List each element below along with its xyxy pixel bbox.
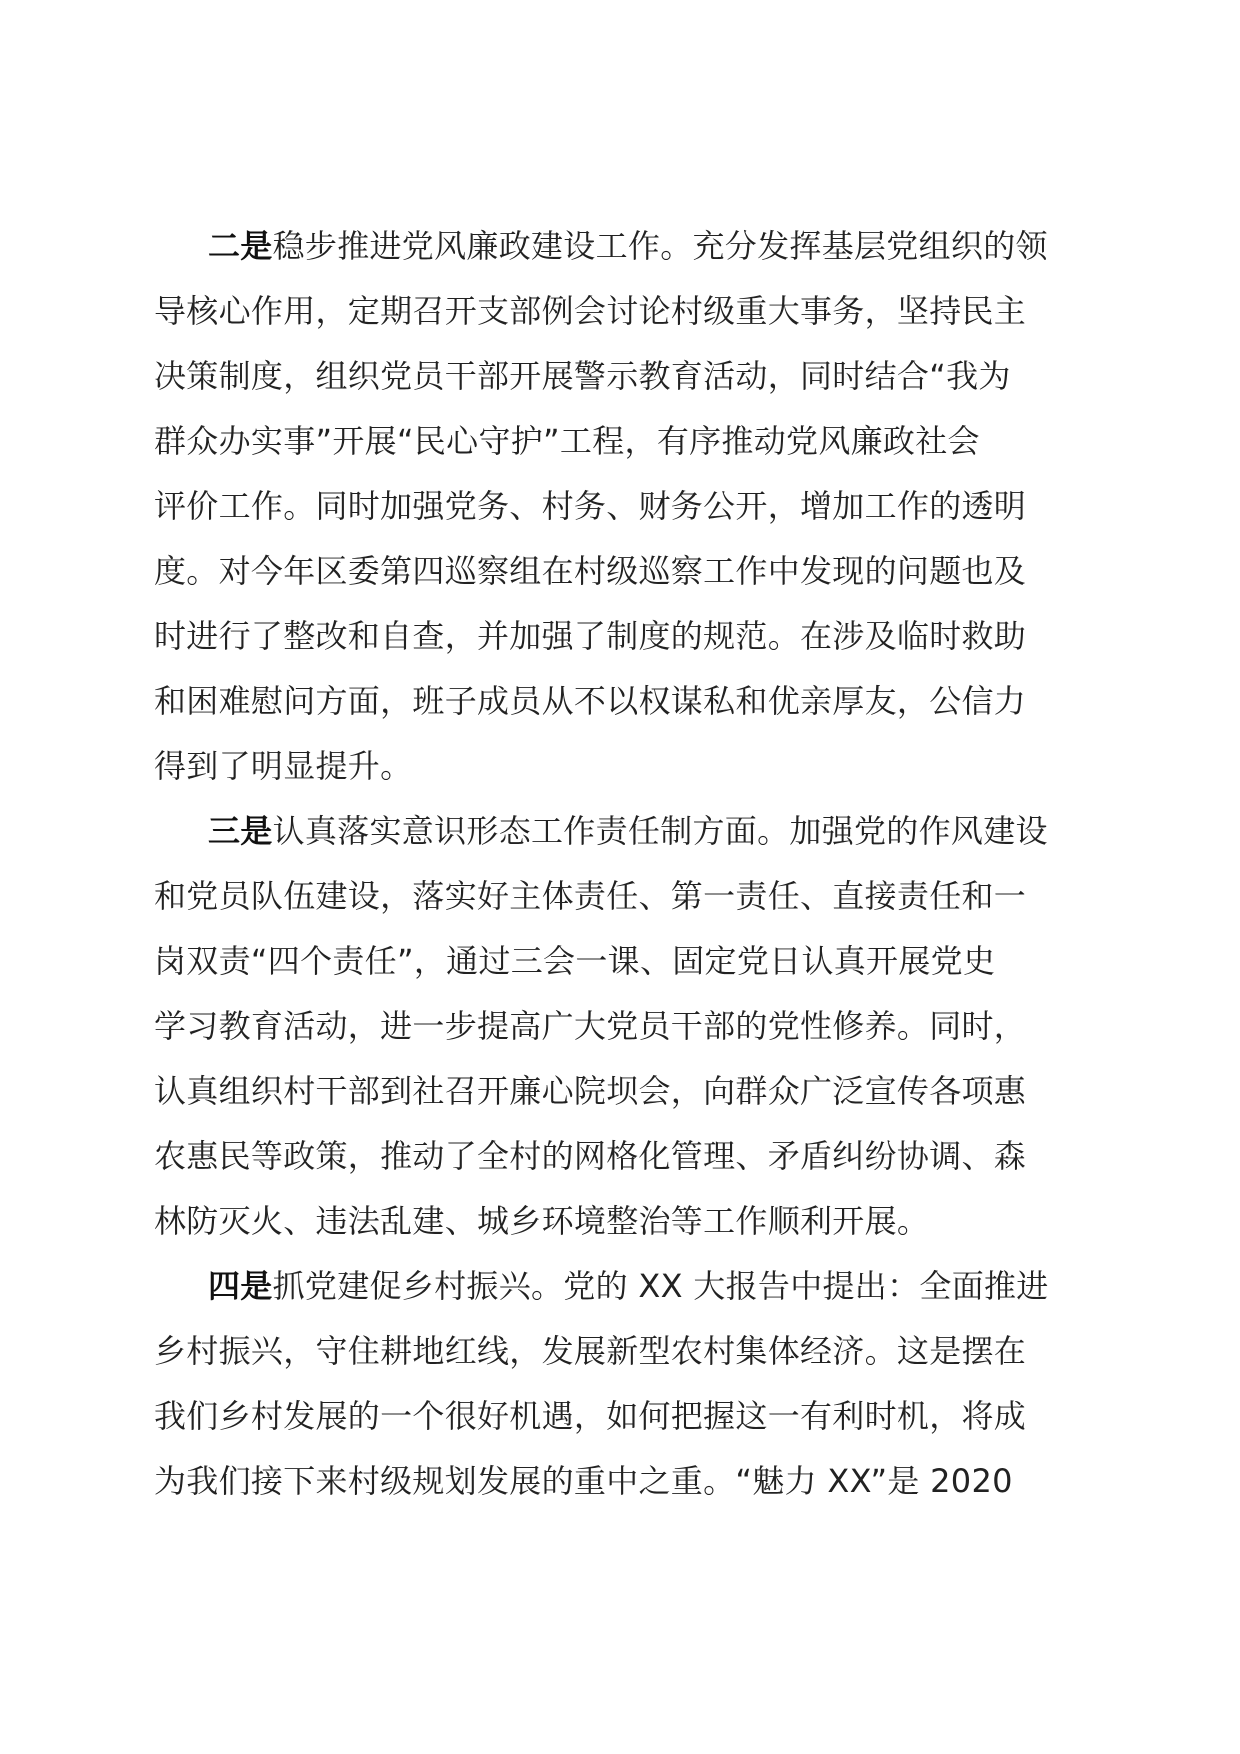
paragraph-3-line-3: 我们乡村发展的一个很好机遇，如何把握这一有利时机，将成 [154, 1397, 1027, 1435]
paragraph-2-line-2: 和党员队伍建设，落实好主体责任、第一责任、直接责任和一 [154, 877, 1027, 915]
paragraph-1-line-2: 导核心作用，定期召开支部例会讨论村级重大事务，坚持民主 [154, 292, 1027, 330]
paragraph-1-line-1-text: 稳步推进党风廉政建设工作。充分发挥基层党组织的领 [272, 227, 1048, 265]
paragraph-1-line-7: 时进行了整改和自查，并加强了制度的规范。在涉及临时救助 [154, 617, 1027, 655]
paragraph-1-line-1 [154, 214, 1086, 279]
paragraph-2-lead: 三是 [208, 812, 273, 850]
body-text [154, 214, 1086, 1514]
paragraph-3-line-4: 为我们接下来村级规划发展的重中之重。“魅力 XX”是 2020 [154, 1462, 1013, 1500]
paragraph-2-line-7: 林防灭火、违法乱建、城乡环境整治等工作顺利开展。 [154, 1202, 930, 1240]
paragraph-1-line-9: 得到了明显提升。 [154, 747, 413, 785]
paragraph-3-lead: 四是 [208, 1267, 273, 1305]
paragraph-2-line-4: 学习教育活动，进一步提高广大党员干部的党性修养。同时， [154, 1007, 1027, 1045]
paragraph-2-line-6: 农惠民等政策，推动了全村的网格化管理、矛盾纠纷协调、森 [154, 1137, 1027, 1175]
paragraph-1-line-5: 评价工作。同时加强党务、村务、财务公开，增加工作的透明 [154, 487, 1027, 525]
paragraph-3-line-2: 乡村振兴，守住耕地红线，发展新型农村集体经济。这是摆在 [154, 1332, 1027, 1370]
paragraph-1-line-3: 决策制度，组织党员干部开展警示教育活动，同时结合“我为 [154, 357, 1011, 395]
paragraph-2-line-1-text: 认真落实意识形态工作责任制方面。加强党的作风建设 [272, 812, 1048, 850]
paragraph-1-lead: 二是 [208, 227, 273, 265]
paragraph-3-line-1 [154, 1254, 1086, 1319]
paragraph-1-line-6: 度。对今年区委第四巡察组在村级巡察工作中发现的问题也及 [154, 552, 1027, 590]
paragraph-2-line-5: 认真组织村干部到社召开廉心院坝会，向群众广泛宣传各项惠 [154, 1072, 1027, 1110]
paragraph-2-line-1 [154, 799, 1086, 864]
paragraph-1-line-4: 群众办实事”开展“民心守护”工程，有序推动党风廉政社会 [154, 422, 980, 460]
paragraph-1-line-8: 和困难慰问方面，班子成员从不以权谋私和优亲厚友，公信力 [154, 682, 1027, 720]
paragraph-2-line-3: 岗双责“四个责任”，通过三会一课、固定党日认真开展党史 [154, 942, 996, 980]
paragraph-3-line-1-text: 抓党建促乡村振兴。党的 XX 大报告中提出：全面推进 [272, 1267, 1049, 1305]
